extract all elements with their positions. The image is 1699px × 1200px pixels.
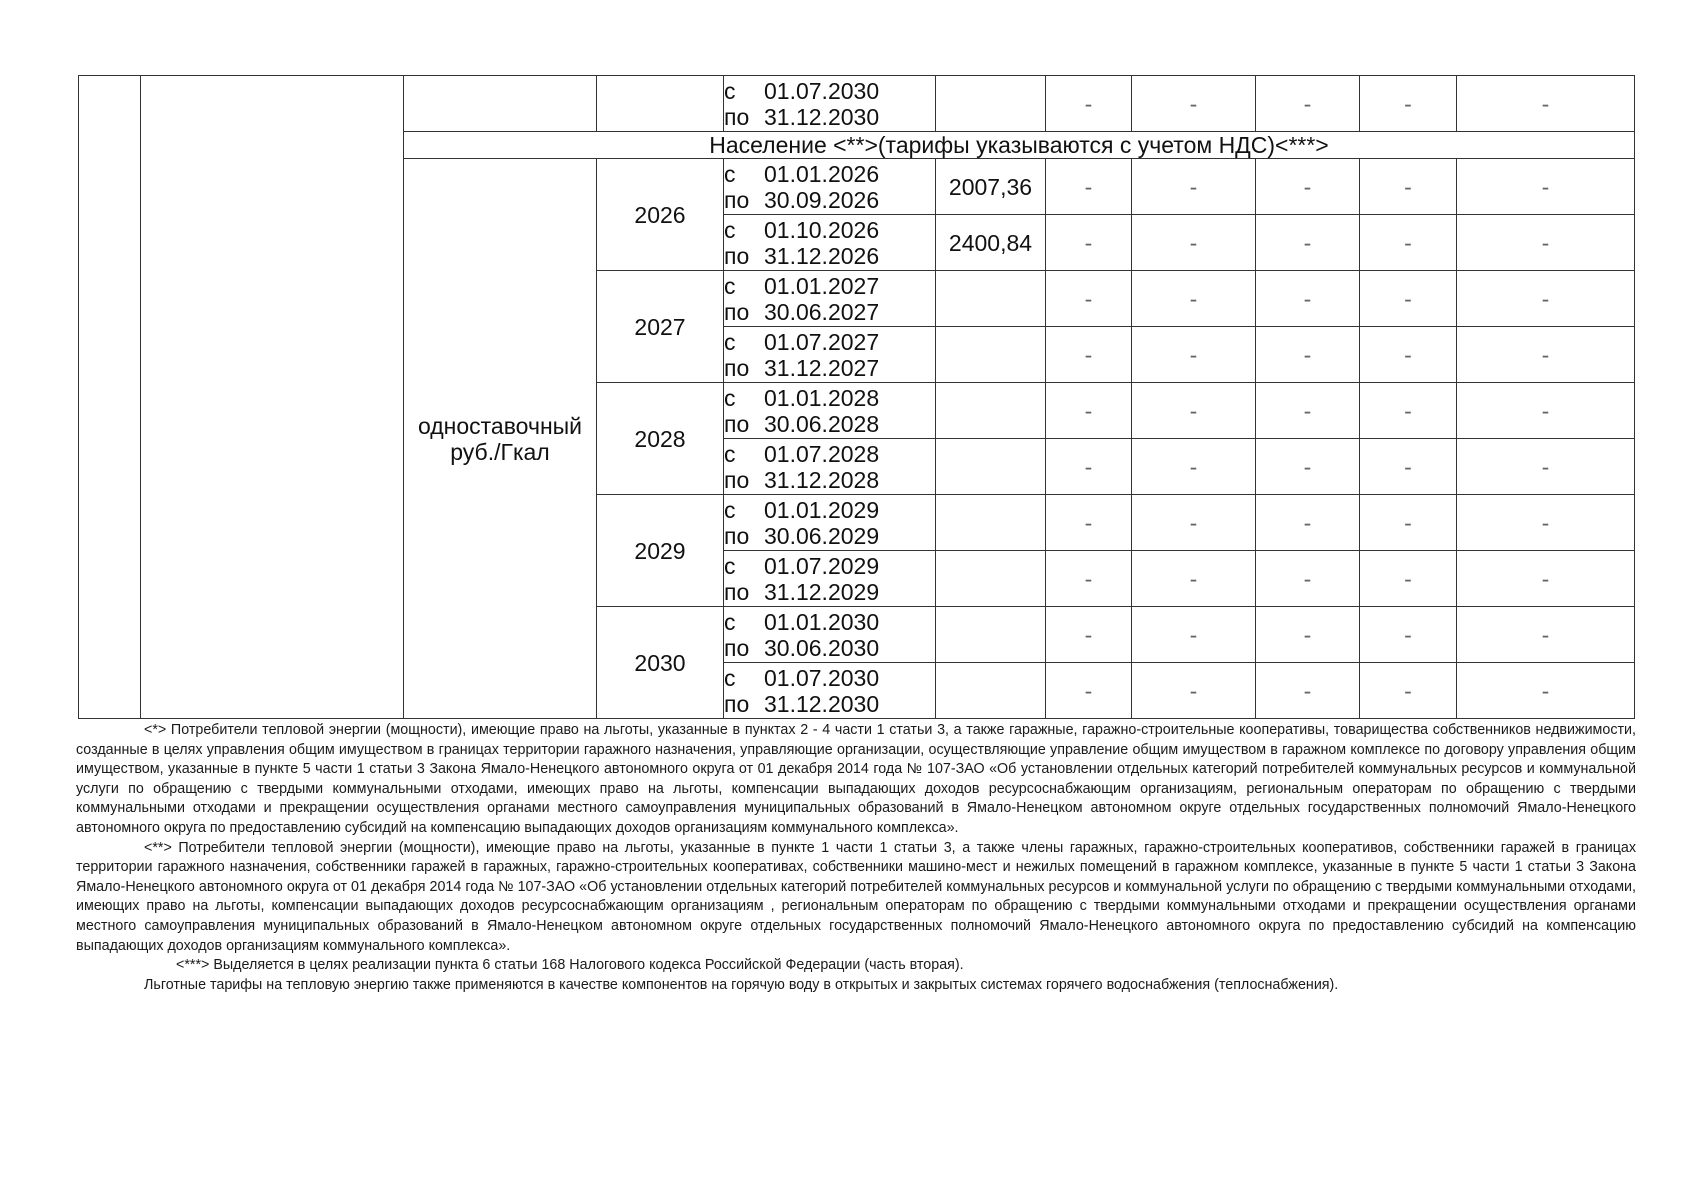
period-from: 01.07.2030 <box>764 664 880 691</box>
dash-cell: - <box>1256 439 1360 495</box>
period-from: 01.07.2029 <box>764 552 880 579</box>
footnote-1: <*> Потребители тепловой энергии (мощности), имеющие право на льготы, указанные в пунктах 2 - 4 части 1 статьи 3, а также гаражные, гаражно-строительные кооперативы, товарищества собственников недвижимости, созданные в целях управления общим имуществом в границах территории гаражного назначения, управляющие организации, осуществляющие управление общим имуществом в гаражном комплексе по договору управления общим имуществом, указанные в пункте 5 части 1 статьи 3 Закона Ямало-Ненецкого автономного округа от 01 декабря 2014 года № 107-ЗАО «Об установлении отдельных категорий потребителей коммунальных ресурсов и коммунальной услуги по обращению с твердыми коммунальными отходами, имеющих право на льготы, компенсации выпадающих доходов ресурсоснабжающим организациям, региональным операторам по обращению с твердыми коммунальными отходами и прекращении осуществления органами местного самоуправления муниципальных образований в Ямало-Ненецком автономном округе отдельных государственных полномочий Ямало-Ненецкого автономного округа по предоставлению субсидий на компенсацию выпадающих доходов организациям коммунального комплекса». <box>76 722 1636 836</box>
dash-cell: - <box>1132 327 1256 383</box>
tariff-value-cell <box>936 551 1046 607</box>
period-cell <box>724 159 936 215</box>
dash-cell: - <box>1360 327 1457 383</box>
tariff-value-cell <box>936 663 1046 719</box>
dash-cell: - <box>1046 215 1132 271</box>
dash-cell: - <box>1457 76 1635 132</box>
period-from-prefix: с <box>724 160 736 187</box>
period-from: 01.01.2030 <box>764 608 880 635</box>
dash-cell: - <box>1360 551 1457 607</box>
year-cell: 2026 <box>597 159 724 271</box>
tariff-table-body <box>79 76 1635 719</box>
consumer-group-banner: Население <**>(тарифы указываются с учетом НДС)<***> <box>404 132 1635 159</box>
tariff-table <box>78 75 1635 719</box>
dash-cell: - <box>1132 271 1256 327</box>
period-from-prefix: с <box>724 440 736 467</box>
dash-cell: - <box>1457 327 1635 383</box>
period-cell <box>724 383 936 439</box>
period-from: 01.10.2026 <box>764 216 880 243</box>
year-cell <box>597 76 724 132</box>
dash-cell: - <box>1360 159 1457 215</box>
period-to: 31.12.2030 <box>764 103 880 130</box>
dash-cell: - <box>1132 76 1256 132</box>
dash-cell: - <box>1132 607 1256 663</box>
dash-cell: - <box>1046 76 1132 132</box>
dash-cell: - <box>1457 551 1635 607</box>
dash-cell: - <box>1457 159 1635 215</box>
dash-cell: - <box>1132 663 1256 719</box>
period-to: 31.12.2026 <box>764 242 880 269</box>
tariff-value-cell <box>936 76 1046 132</box>
dash-cell: - <box>1256 76 1360 132</box>
period-to-prefix: по <box>724 522 750 549</box>
dash-cell: - <box>1360 215 1457 271</box>
dash-cell: - <box>1256 495 1360 551</box>
period-to: 30.06.2029 <box>764 522 880 549</box>
tariff-value-cell: 2400,84 <box>936 215 1046 271</box>
dash-cell: - <box>1132 215 1256 271</box>
tariff-value-cell: 2007,36 <box>936 159 1046 215</box>
period-to: 31.12.2028 <box>764 466 880 493</box>
period-to: 30.09.2026 <box>764 186 880 213</box>
period-to-prefix: по <box>724 186 750 213</box>
period-cell <box>724 551 936 607</box>
dash-cell: - <box>1132 383 1256 439</box>
dash-cell: - <box>1360 663 1457 719</box>
period-from: 01.01.2026 <box>764 160 880 187</box>
period-cell <box>724 663 936 719</box>
dash-cell: - <box>1457 495 1635 551</box>
period-to-prefix: по <box>724 634 750 661</box>
tariff-value-cell <box>936 327 1046 383</box>
dash-cell: - <box>1132 495 1256 551</box>
period-from-prefix: с <box>724 216 736 243</box>
dash-cell: - <box>1457 215 1635 271</box>
period-from-prefix: с <box>724 608 736 635</box>
period-cell <box>724 327 936 383</box>
footnotes <box>76 721 1636 995</box>
dash-cell: - <box>1457 663 1635 719</box>
dash-cell: - <box>1256 607 1360 663</box>
period-cell <box>724 215 936 271</box>
period-from: 01.07.2030 <box>764 77 880 104</box>
dash-cell: - <box>1046 495 1132 551</box>
period-cell <box>724 607 936 663</box>
year-cell: 2029 <box>597 495 724 607</box>
rate-type-label: одноставочный <box>417 412 583 439</box>
dash-cell: - <box>1360 495 1457 551</box>
period-to-prefix: по <box>724 690 750 717</box>
dash-cell: - <box>1360 76 1457 132</box>
dash-cell: - <box>1360 271 1457 327</box>
footnote-2: <**> Потребители тепловой энергии (мощности), имеющие право на льготы, указанные в пункте 1 части 1 статьи 3, а также члены гаражных, гаражно-строительных кооперативов, собственники гаражей в границах территории гаражного назначения, собственники гаражей в гаражных, гаражно-строительных кооперативах, собственники машино-мест и нежилых помещений в гаражном комплексе, указанные в пункте 5 части 1 статьи 3 Закона Ямало-Ненецкого автономного округа от 01 декабря 2014 года № 107-ЗАО «Об установлении отдельных категорий потребителей коммунальных ресурсов и коммунальной услуги по обращению с твердыми коммунальными отходами, имеющих право на льготы, компенсации выпадающих доходов ресурсоснабжающим организациям , региональным операторам по обращению с твердыми коммунальными отходами и прекращении осуществления органами местного самоуправления муниципальных образований в Ямало-Ненецком автономном округе отдельных государственных полномочий Ямало-Ненецкого автономного округа по предоставлению субсидий на компенсацию выпадающих доходов организациям коммунального комплекса». <box>76 839 1636 954</box>
period-to: 31.12.2029 <box>764 578 880 605</box>
rate-unit-label: руб./Гкал <box>450 438 550 465</box>
year-cell: 2028 <box>597 383 724 495</box>
period-from: 01.07.2027 <box>764 328 880 355</box>
table-row <box>79 76 1635 132</box>
period-cell <box>724 495 936 551</box>
year-cell: 2030 <box>597 607 724 719</box>
tariff-value-cell <box>936 383 1046 439</box>
dash-cell: - <box>1256 551 1360 607</box>
dash-cell: - <box>1046 383 1132 439</box>
index-cell <box>79 76 141 719</box>
dash-cell: - <box>1046 271 1132 327</box>
dash-cell: - <box>1046 439 1132 495</box>
organization-cell <box>141 76 404 719</box>
period-to: 31.12.2030 <box>764 690 880 717</box>
period-to-prefix: по <box>724 242 750 269</box>
dash-cell: - <box>1046 663 1132 719</box>
period-from: 01.01.2028 <box>764 384 880 411</box>
dash-cell: - <box>1256 663 1360 719</box>
dash-cell: - <box>1457 271 1635 327</box>
rate-type-cell <box>404 159 597 719</box>
rate-type-cell <box>404 76 597 132</box>
period-from-prefix: с <box>724 77 736 104</box>
period-to-prefix: по <box>724 466 750 493</box>
tariff-value-cell <box>936 271 1046 327</box>
footnote-3: <***> Выделяется в целях реализации пункта 6 статьи 168 Налогового кодекса Российской Федерации (часть вторая). <box>176 957 964 974</box>
dash-cell: - <box>1457 607 1635 663</box>
period-to-prefix: по <box>724 298 750 325</box>
dash-cell: - <box>1256 271 1360 327</box>
dash-cell: - <box>1046 327 1132 383</box>
dash-cell: - <box>1046 159 1132 215</box>
tariff-value-cell <box>936 495 1046 551</box>
period-from: 01.01.2029 <box>764 496 880 523</box>
dash-cell: - <box>1046 551 1132 607</box>
year-cell: 2027 <box>597 271 724 383</box>
period-to-prefix: по <box>724 354 750 381</box>
tariff-value-cell <box>936 439 1046 495</box>
period-cell <box>724 271 936 327</box>
period-cell <box>724 439 936 495</box>
period-from-prefix: с <box>724 664 736 691</box>
period-from-prefix: с <box>724 328 736 355</box>
period-to: 31.12.2027 <box>764 354 880 381</box>
dash-cell: - <box>1457 383 1635 439</box>
period-from-prefix: с <box>724 496 736 523</box>
dash-cell: - <box>1256 327 1360 383</box>
dash-cell: - <box>1046 607 1132 663</box>
dash-cell: - <box>1360 439 1457 495</box>
period-from-prefix: с <box>724 384 736 411</box>
period-to: 30.06.2027 <box>764 298 880 325</box>
period-to: 30.06.2030 <box>764 634 880 661</box>
tariff-value-cell <box>936 607 1046 663</box>
period-cell <box>724 76 936 132</box>
period-from: 01.07.2028 <box>764 440 880 467</box>
dash-cell: - <box>1360 383 1457 439</box>
dash-cell: - <box>1132 439 1256 495</box>
period-from-prefix: с <box>724 552 736 579</box>
dash-cell: - <box>1256 383 1360 439</box>
dash-cell: - <box>1360 607 1457 663</box>
dash-cell: - <box>1132 551 1256 607</box>
dash-cell: - <box>1457 439 1635 495</box>
period-from-prefix: с <box>724 272 736 299</box>
footnote-4: Льготные тарифы на тепловую энергию также применяются в качестве компонентов на горячую воду в открытых и закрытых системах горячего водоснабжения (теплоснабжения). <box>144 976 1339 993</box>
dash-cell: - <box>1256 215 1360 271</box>
period-to-prefix: по <box>724 103 750 130</box>
period-from: 01.01.2027 <box>764 272 880 299</box>
period-to: 30.06.2028 <box>764 410 880 437</box>
dash-cell: - <box>1132 159 1256 215</box>
period-to-prefix: по <box>724 578 750 605</box>
period-to-prefix: по <box>724 410 750 437</box>
dash-cell: - <box>1256 159 1360 215</box>
